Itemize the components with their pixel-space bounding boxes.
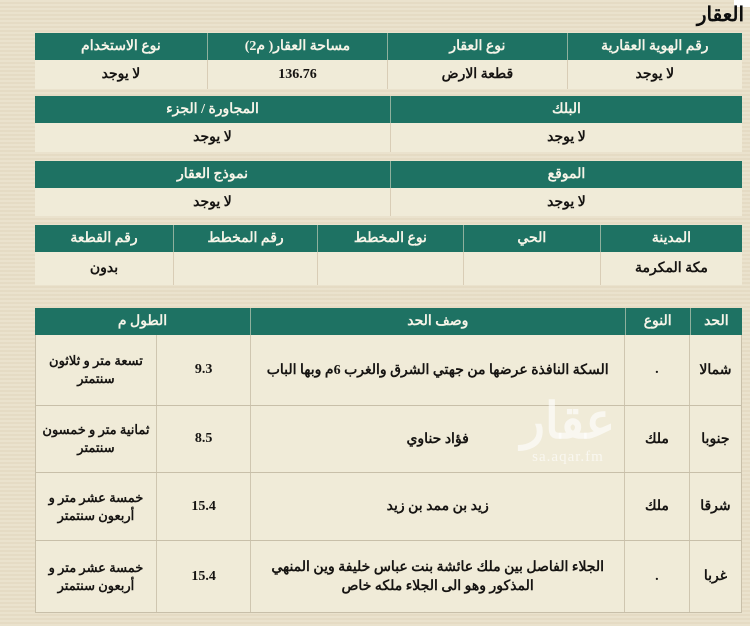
- header-border-length: الطول م: [35, 308, 250, 335]
- borders-table-body: [35, 335, 742, 613]
- border-length-text: تسعة متر و ثلاثون سنتمتر: [49, 353, 143, 386]
- value-usage-type: لا يوجد: [101, 67, 141, 82]
- border-length-value: 15.4: [156, 473, 250, 540]
- border-side: شرقا: [689, 473, 741, 540]
- border-row-east: [36, 472, 741, 540]
- border-type: ملك: [624, 473, 689, 540]
- header-neighboring-part: المجاورة / الجزء: [35, 96, 390, 123]
- value-plan-type: [317, 252, 463, 285]
- header-plot-number: رقم القطعة: [35, 225, 173, 252]
- deed-document: [35, 33, 742, 613]
- header-location: الموقع: [390, 161, 742, 188]
- value-plan-number: [173, 252, 317, 285]
- identity-header-row: [35, 33, 742, 60]
- header-property-area: مساحة العقار( م2): [207, 33, 387, 60]
- border-row-north: [36, 335, 741, 405]
- location-value-row: [35, 188, 742, 216]
- border-row-west: [36, 540, 741, 612]
- section-gap: [35, 152, 742, 161]
- header-plan-type: نوع المخطط: [317, 225, 463, 252]
- header-property-id: رقم الهوية العقارية: [567, 33, 742, 60]
- aqar-url-text: sa.aqar.fm: [532, 449, 604, 465]
- header-property-model: نموذج العقار: [35, 161, 390, 188]
- value-property-type: قطعة الارض: [387, 60, 567, 89]
- border-type: .: [624, 541, 689, 612]
- value-district: [463, 252, 600, 285]
- block-header-row: [35, 96, 742, 123]
- page-title: العقار: [696, 4, 744, 26]
- header-block: البلك: [390, 96, 742, 123]
- border-side: شمالا: [689, 335, 741, 405]
- border-type: ملك: [624, 406, 689, 472]
- block-value-row: [35, 123, 742, 152]
- border-description: زيد بن ممد بن زيد: [250, 473, 624, 540]
- border-side: غربا: [689, 541, 741, 612]
- identity-value-row: [35, 60, 742, 89]
- border-side: جنوبا: [689, 406, 741, 472]
- header-usage-type: نوع الاستخدام: [35, 33, 207, 60]
- table-gap: [35, 285, 742, 308]
- plan-header-row: [35, 225, 742, 252]
- section-gap: [35, 89, 742, 96]
- border-length-value: 15.4: [156, 541, 250, 612]
- value-property-id: لا يوجد: [567, 60, 742, 89]
- value-city: مكة المكرمة: [600, 252, 742, 285]
- border-description: السكة النافذة عرضها من جهتي الشرق والغرب 6م وبها الباب: [250, 335, 624, 405]
- header-border-type: النوع: [625, 308, 690, 335]
- header-district: الحي: [463, 225, 600, 252]
- border-description: فؤاد حناوي: [250, 406, 624, 472]
- location-header-row: [35, 161, 742, 188]
- border-row-south: [36, 405, 741, 472]
- value-location: لا يوجد: [390, 188, 742, 216]
- value-neighboring-part: لا يوجد: [193, 130, 232, 145]
- border-length-text: خمسة عشر متر و أربعون سنتمتر: [48, 559, 144, 593]
- border-length-text: ثمانية متر و خمسون سنتمتر: [42, 422, 150, 455]
- value-plot-number: بدون: [89, 261, 119, 276]
- plan-value-row: [35, 252, 742, 285]
- border-length-text: خمسة عشر متر و أربعون سنتمتر: [48, 489, 144, 523]
- value-property-area: 136.76: [207, 60, 387, 89]
- aqar-logo-text: عقار: [520, 393, 616, 449]
- header-border-side: الحد: [690, 308, 742, 335]
- header-plan-number: رقم المخطط: [173, 225, 317, 252]
- borders-header-row: [35, 308, 742, 335]
- value-property-model: لا يوجد: [193, 194, 232, 210]
- header-city: المدينة: [600, 225, 742, 252]
- border-length-value: 8.5: [156, 406, 250, 472]
- border-description: الجلاء الفاصل بين ملك عائشة بنت عباس خليفة وين المنهي المذكور وهو الى الجلاء ملكه خاص: [250, 541, 624, 612]
- border-length-value: 9.3: [156, 335, 250, 405]
- value-block: لا يوجد: [390, 123, 742, 152]
- header-property-type: نوع العقار: [387, 33, 567, 60]
- header-border-description: وصف الحد: [250, 308, 625, 335]
- section-gap: [35, 216, 742, 225]
- border-type: .: [624, 335, 689, 405]
